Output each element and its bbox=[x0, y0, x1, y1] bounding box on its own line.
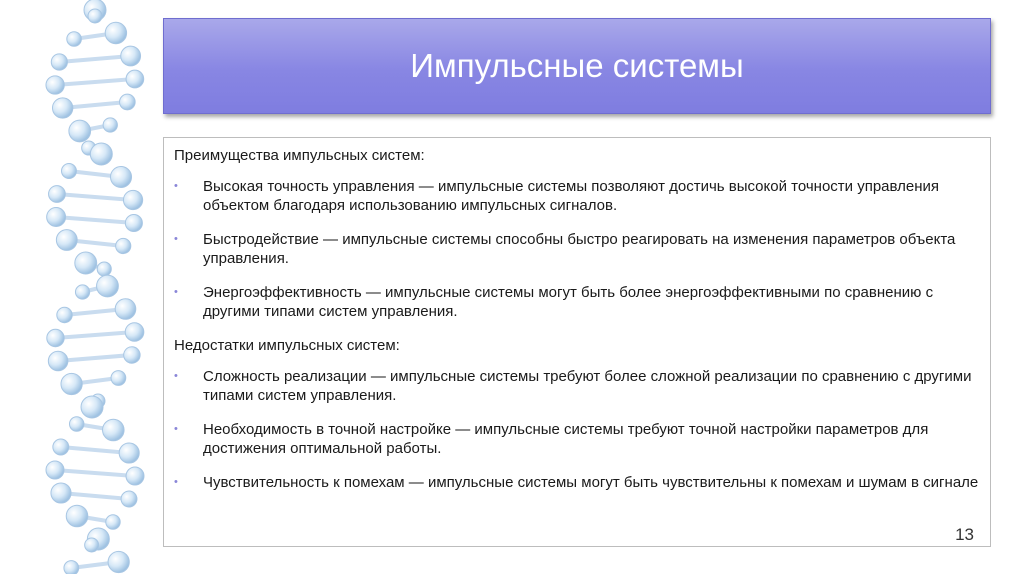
dna-bead bbox=[103, 419, 125, 441]
list-item-text: Высокая точность управления — импульсные системы позволяют достичь высокой точности управления объектом благодаря использованию импульсных сигналов. bbox=[203, 178, 940, 214]
dna-bead bbox=[111, 371, 126, 386]
dna-link bbox=[55, 470, 135, 476]
dna-bead bbox=[75, 252, 97, 274]
list-item bbox=[174, 283, 986, 321]
dna-bead bbox=[52, 98, 72, 118]
list-item-text: Необходимость в точной настройке — импульсные системы требуют точной настройки параметров для достижения оптимальной работы. bbox=[203, 421, 929, 457]
dna-bead bbox=[111, 166, 132, 187]
dna-bead bbox=[105, 22, 126, 43]
advantages-heading: Преимущества импульсных систем: bbox=[174, 147, 425, 164]
list-item bbox=[174, 230, 986, 268]
dna-bead bbox=[97, 275, 119, 297]
dna-bead bbox=[115, 299, 136, 320]
disadvantages-heading: Недостатки импульсных систем: bbox=[174, 337, 400, 354]
list-item bbox=[174, 420, 986, 458]
dna-bead bbox=[85, 538, 99, 552]
dna-bead bbox=[125, 323, 144, 342]
dna-link bbox=[56, 217, 134, 223]
dna-link bbox=[55, 332, 134, 338]
dna-bead bbox=[61, 164, 76, 179]
dna-bead bbox=[119, 443, 139, 463]
list-item-text: Сложность реализации — импульсные системы требуют более сложной реализации по сравнению с другими типами систем управления. bbox=[203, 368, 972, 404]
dna-link bbox=[55, 79, 135, 85]
bullet-icon: • bbox=[174, 370, 178, 382]
dna-bead bbox=[90, 143, 112, 165]
dna-bead bbox=[67, 32, 82, 47]
list-item bbox=[174, 177, 986, 215]
dna-bead bbox=[61, 373, 82, 394]
dna-bead bbox=[47, 208, 66, 227]
bullet-icon: • bbox=[174, 476, 178, 488]
dna-bead bbox=[51, 483, 71, 503]
page-number: 13 bbox=[955, 525, 974, 544]
dna-bead bbox=[51, 54, 67, 70]
bullet-icon: • bbox=[174, 180, 178, 192]
dna-bead bbox=[103, 118, 117, 132]
dna-bead bbox=[64, 561, 79, 574]
dna-bead bbox=[69, 120, 91, 142]
list-item-text: Чувствительность к помехам — импульсные системы могут быть чувствительны к помехам и шумам в сигнале bbox=[203, 474, 979, 491]
dna-bead bbox=[121, 46, 141, 66]
dna-bead bbox=[116, 238, 131, 253]
dna-bead bbox=[106, 515, 120, 529]
dna-bead bbox=[88, 9, 102, 23]
dna-bead bbox=[66, 505, 88, 527]
dna-bead bbox=[125, 214, 142, 231]
dna-bead bbox=[126, 467, 144, 485]
dna-bead bbox=[57, 307, 72, 322]
dna-bead bbox=[56, 230, 77, 251]
dna-bead bbox=[121, 491, 137, 507]
dna-link bbox=[58, 355, 132, 361]
list-item bbox=[174, 367, 986, 405]
bullet-icon: • bbox=[174, 233, 178, 245]
list-item-text: Быстродействие — импульсные системы способны быстро реагировать на изменения параметров объекта управления. bbox=[203, 231, 956, 267]
dna-bead bbox=[46, 461, 64, 479]
slide-title: Импульсные системы bbox=[410, 47, 744, 84]
dna-link bbox=[57, 194, 133, 200]
dna-bead bbox=[126, 70, 144, 88]
content-box bbox=[163, 137, 991, 547]
dna-bead bbox=[124, 347, 140, 363]
dna-bead bbox=[120, 94, 136, 110]
dna-bead bbox=[108, 551, 129, 572]
dna-bead bbox=[81, 396, 103, 418]
content-body bbox=[174, 146, 986, 507]
bullet-icon: • bbox=[174, 286, 178, 298]
list-item bbox=[174, 473, 986, 492]
dna-bead bbox=[75, 285, 89, 299]
dna-bead bbox=[69, 417, 83, 431]
dna-link bbox=[59, 56, 130, 62]
dna-bead bbox=[49, 186, 66, 203]
dna-bead bbox=[97, 262, 111, 276]
dna-bead bbox=[48, 351, 68, 371]
dna-bead bbox=[47, 329, 64, 346]
dna-bead bbox=[53, 439, 69, 455]
dna-bead bbox=[123, 190, 142, 209]
bullet-icon: • bbox=[174, 423, 178, 435]
dna-molecule-icon bbox=[0, 0, 170, 574]
dna-bead bbox=[46, 76, 64, 94]
title-banner bbox=[163, 18, 991, 114]
list-item-text: Энергоэффективность — импульсные системы могут быть более энергоэффективными по сравнению с другими типами систем управления. bbox=[203, 284, 934, 320]
